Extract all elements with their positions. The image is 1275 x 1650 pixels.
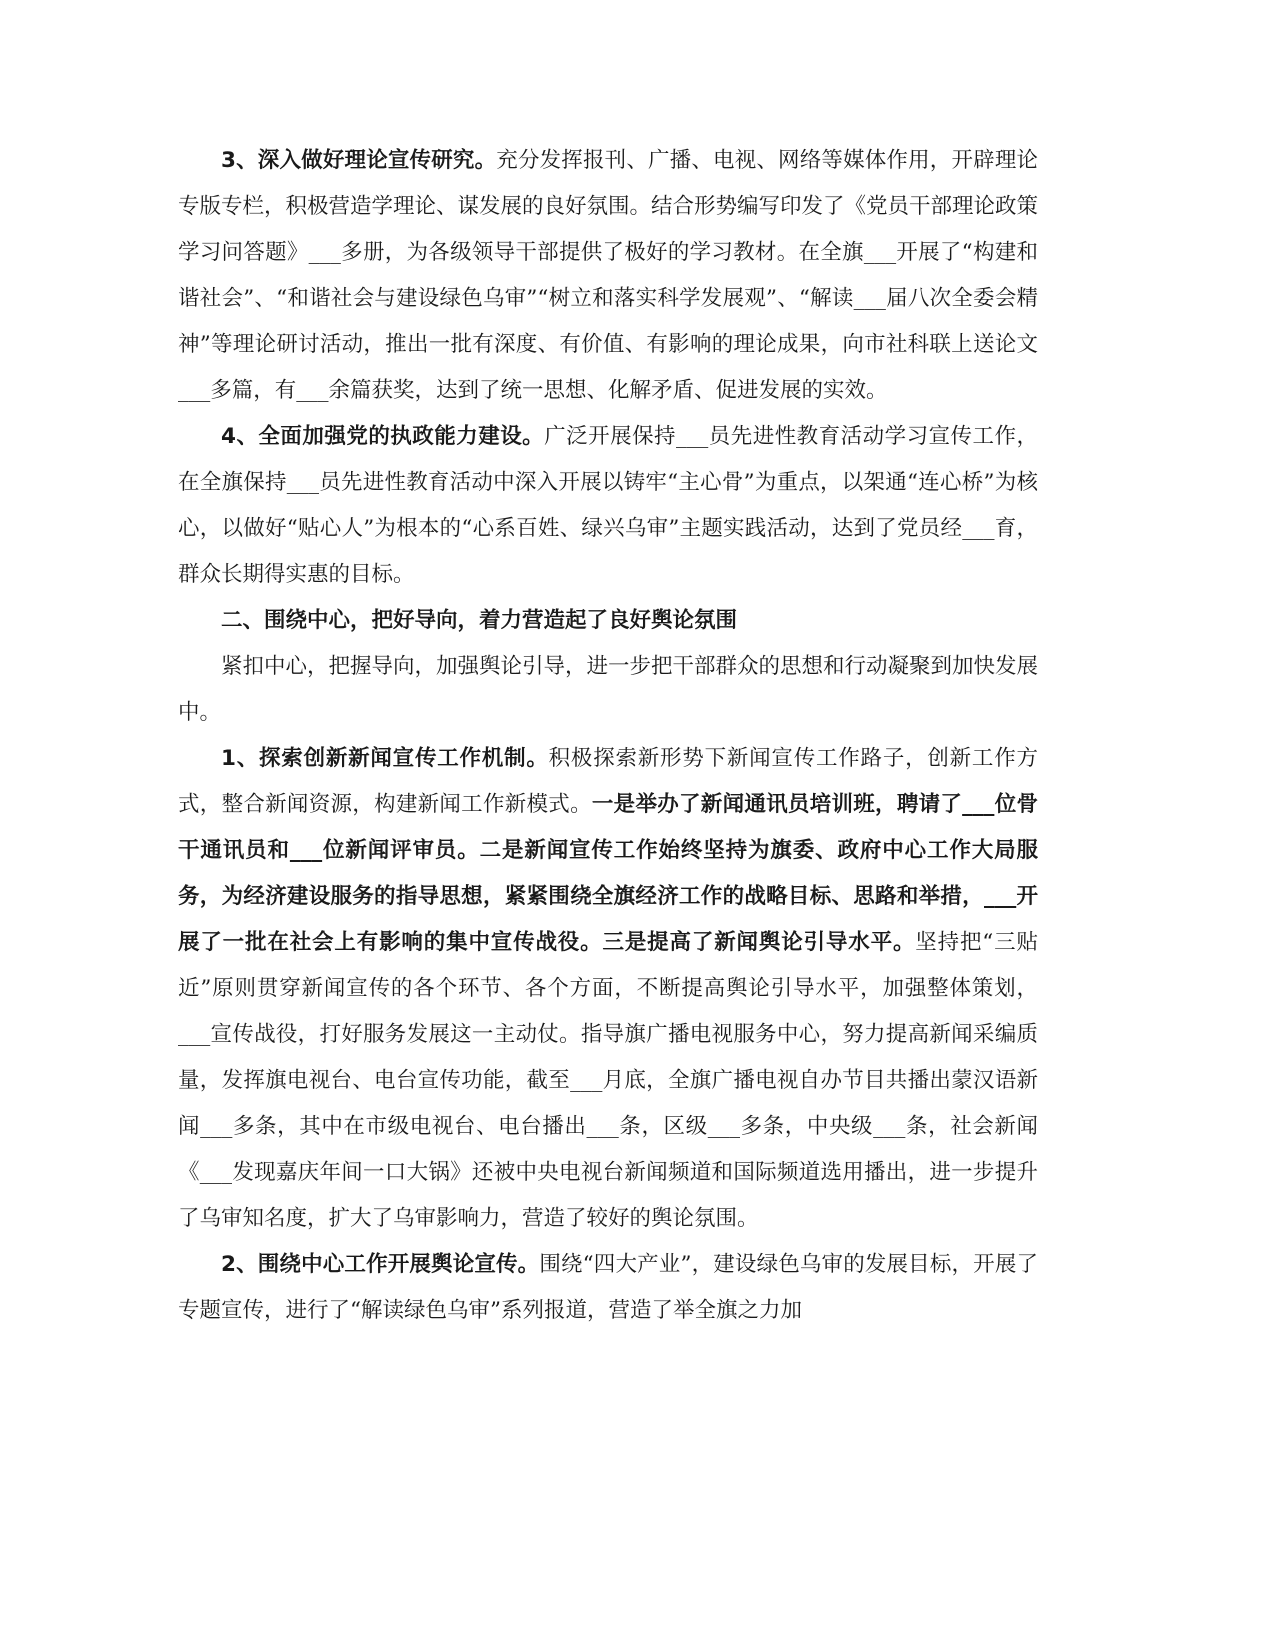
paragraph-section-intro: 紧扣中心，把握导向，加强舆论引导，进一步把干部群众的思想和行动凝聚到加快发展中。 — [178, 654, 1039, 725]
paragraph-text: 积极探索新形势下新闻宣传工作路子，创新工作方式，整合新闻资源，构建新闻工作新模式。 — [178, 746, 1038, 817]
paragraph-text: 充分发挥报刊、广播、电视、网络等媒体作用，开辟理论专版专栏，积极营造学理论、谋发展的良好氛围。结合形势编写印发了《党员干部理论政策学习问答题》___多册，为各级领导干部提供了极好的学习教材。在全旗___开展了“构建和谐社会”、“和谐社会与建设绿色乌审”“树立和落实科学发展观”、“解读___届八次全委会精神”等理论研讨活动，推出一批有深度、有价值、有影响的理论成果，向市社科联上送论文___多篇，有___余篇获奖，达到了统一思想、化解矛盾、促进发展的实效。 — [178, 148, 1039, 403]
paragraph-lead: 2、围绕中心工作开展舆论宣传。 — [221, 1252, 540, 1277]
paragraph-text: 广泛开展保持___员先进性教育活动学习宣传工作，在全旗保持___员先进性教育活动中深入开展以铸牢“主心骨”为重点，以架通“连心桥”为核心，以做好“贴心人”为根本的“心系百姓、绿兴乌审”主题实践活动，达到了党员经___育，群众长期得实惠的目标。 — [178, 424, 1038, 587]
paragraph-lead: 3、深入做好理论宣传研究。 — [221, 148, 497, 173]
paragraph-public-opinion — [178, 1242, 1038, 1334]
paragraph-news-mechanism — [178, 736, 1038, 1242]
paragraph-text: 坚持把“三贴近”原则贯穿新闻宣传的各个环节、各个方面，不断提高舆论引导水平，加强整体策划，___宣传战役，打好服务发展这一主动仗。指导旗广播电视服务中心，努力提高新闻采编质量，发挥旗电视台、电台宣传功能，截至___月底，全旗广播电视自办节目共播出蒙汉语新闻___多条，其中在市级电视台、电台播出___条，区级___多条，中央级___条，社会新闻《___发现嘉庆年间一口大锅》还被中央电视台新闻频道和国际频道选用播出，进一步提升了乌审知名度，扩大了乌审影响力，营造了较好的舆论氛围。 — [178, 930, 1038, 1231]
paragraph-theory-research — [178, 138, 1038, 414]
section-heading: 二、围绕中心，把好导向，着力营造起了良好舆论氛围 — [221, 608, 738, 633]
paragraph-governance-capacity — [178, 414, 1038, 598]
document-body — [178, 138, 1038, 1334]
paragraph-bold-text: 一是举办了新闻通讯员培训班，聘请了___位骨干通讯员和___位新闻评审员。二是新闻宣传工作始终坚持为旗委、政府中心工作大局服务，为经济建设服务的指导思想，紧紧围绕全旗经济工作的战略目标、思路和举措，___开展了一批在社会上有影响的集中宣传战役。三是提高了新闻舆论引导水平。 — [178, 792, 1038, 955]
paragraph-lead: 4、全面加强党的执政能力建设。 — [221, 424, 545, 449]
paragraph-lead: 1、探索创新新闻宣传工作机制。 — [221, 746, 549, 771]
paragraph-text: 围绕“四大产业”，建设绿色乌审的发展目标，开展了专题宣传，进行了“解读绿色乌审”系列报道，营造了举全旗之力加 — [178, 1252, 1038, 1323]
